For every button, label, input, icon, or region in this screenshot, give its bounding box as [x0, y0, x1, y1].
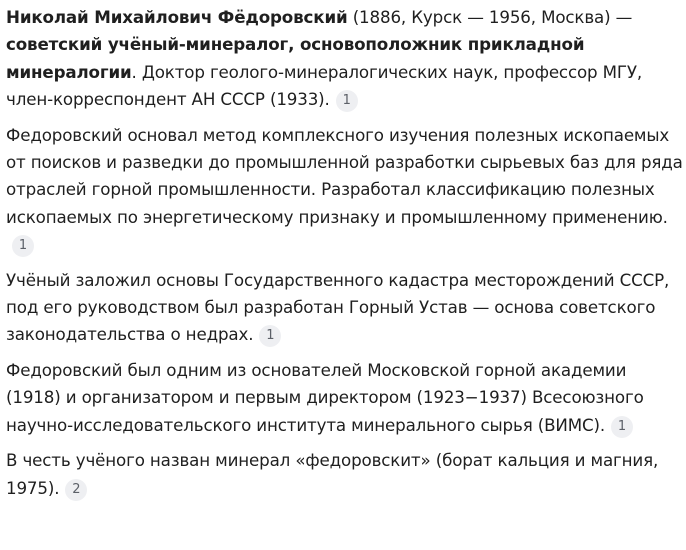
paragraph-text: В честь учёного назван минерал «федоровскит» (борат кальция и магния, 1975). [6, 450, 659, 498]
citation-badge[interactable]: 1 [336, 90, 358, 112]
intro-text: . Доктор геолого-минералогических наук, профессор МГУ, член-корреспондент АН СССР (1933). [6, 61, 643, 110]
article-summary [6, 4, 684, 510]
paragraph-text: Федоровский основал метод комплексного изучения полезных ископаемых от поисков и разведки до промышленной разработки сырьевых баз для ряда отраслей горной промышленности. Разработал классификацию полезных ископаемых по энергетическому признаку и промышленному применению. [6, 124, 683, 227]
paragraph-text: Федоровский был одним из основателей Московской горной академии (1918) и организатором и первым директором (1923−1937) Всесоюзного научно-исследовательского института минерального сырья (ВИМС). [6, 359, 644, 435]
citation-badge[interactable]: 2 [65, 479, 87, 501]
paragraph-intro [6, 4, 684, 114]
person-name: Николай Михайлович Фёдоровский [6, 7, 348, 27]
paragraph-cadastre [6, 267, 684, 349]
life-dates-text: (1886, Курск — 1956, Москва) — [347, 7, 633, 27]
paragraph-text: Учёный заложил основы Государственного кадастра месторождений СССР, под его руководством был разработан Горный Устав — основа советского законодательства о недрах. [6, 269, 670, 345]
paragraph-mineral [6, 447, 684, 502]
paragraph-method [6, 122, 684, 259]
citation-badge[interactable]: 1 [611, 416, 633, 438]
person-description: советский учёный-минералог, основоположник прикладной минералогии [6, 34, 585, 82]
paragraph-academy [6, 357, 684, 439]
citation-badge[interactable]: 1 [12, 235, 34, 257]
citation-badge[interactable]: 1 [259, 325, 281, 347]
